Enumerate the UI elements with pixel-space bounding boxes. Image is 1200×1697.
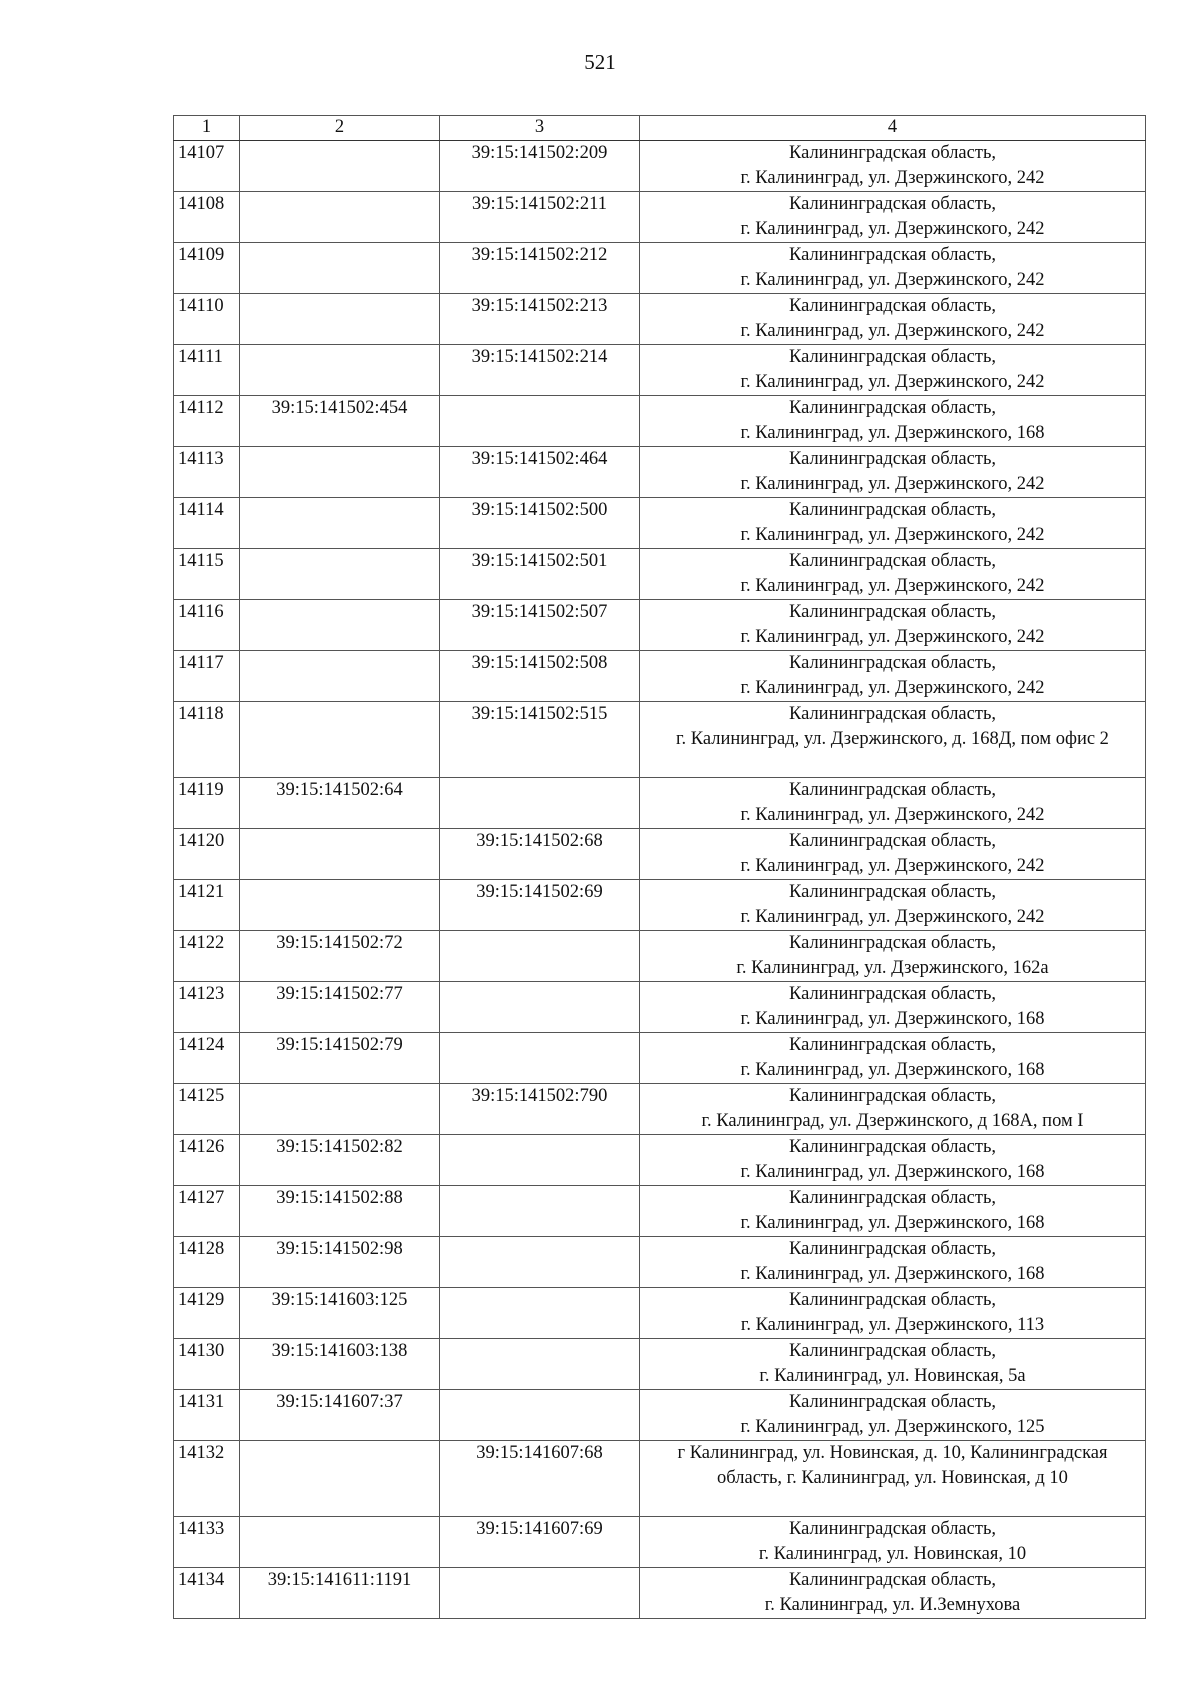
table-row bbox=[174, 600, 1146, 651]
address-line-1: Калининградская область, bbox=[788, 831, 997, 851]
building-number-cell bbox=[440, 498, 640, 549]
row-number-cell bbox=[174, 549, 240, 600]
row-number: 14114 bbox=[178, 500, 224, 520]
table-row bbox=[174, 1441, 1146, 1517]
row-number-cell bbox=[174, 243, 240, 294]
row-number: 14113 bbox=[178, 449, 224, 469]
building-number-cell bbox=[440, 1390, 640, 1441]
building-number: 39:15:141502:790 bbox=[471, 1086, 608, 1106]
row-number: 14112 bbox=[178, 398, 224, 418]
land-plot-number: 39:15:141611:1191 bbox=[267, 1570, 412, 1590]
address-line-1: Калининградская область, bbox=[788, 1570, 997, 1590]
land-plot-number: 39:15:141603:125 bbox=[271, 1290, 408, 1310]
address-line-2: г. Калининград, ул. Новинская, 10 bbox=[758, 1544, 1027, 1564]
building-number-cell bbox=[440, 549, 640, 600]
row-number-cell bbox=[174, 1441, 240, 1517]
land-plot-number-cell bbox=[240, 1568, 440, 1619]
cadastral-table bbox=[173, 115, 1146, 1619]
address-cell bbox=[640, 1135, 1146, 1186]
building-number-cell bbox=[440, 1084, 640, 1135]
table-row bbox=[174, 447, 1146, 498]
row-number: 14116 bbox=[178, 602, 224, 622]
address-line-1: Калининградская область, bbox=[788, 1290, 997, 1310]
address-line-2: г. Калининград, ул. Дзержинского, 168 bbox=[740, 1009, 1045, 1029]
row-number: 14132 bbox=[178, 1443, 225, 1463]
address-cell bbox=[640, 1237, 1146, 1288]
address-line-1: г Калининград, ул. Новинская, д. 10, Калининградская bbox=[677, 1443, 1108, 1463]
building-number: 39:15:141502:464 bbox=[471, 449, 608, 469]
building-number-cell bbox=[440, 1288, 640, 1339]
address-line-1: Калининградская область, bbox=[788, 449, 997, 469]
building-number-cell bbox=[440, 651, 640, 702]
row-number-cell bbox=[174, 1135, 240, 1186]
row-number: 14122 bbox=[178, 933, 225, 953]
land-plot-number-cell bbox=[240, 345, 440, 396]
land-plot-number-cell bbox=[240, 1288, 440, 1339]
address-line-1: Калининградская область, bbox=[788, 1392, 997, 1412]
address-line-2: г. Калининград, ул. Дзержинского, 242 bbox=[740, 270, 1045, 290]
land-plot-number-cell bbox=[240, 243, 440, 294]
building-number: 39:15:141502:211 bbox=[472, 194, 607, 214]
land-plot-number-cell bbox=[240, 982, 440, 1033]
table-row bbox=[174, 1084, 1146, 1135]
land-plot-number-cell bbox=[240, 1186, 440, 1237]
building-number-cell bbox=[440, 1441, 640, 1517]
building-number-cell bbox=[440, 778, 640, 829]
building-number-cell bbox=[440, 1568, 640, 1619]
address-cell bbox=[640, 1288, 1146, 1339]
address-cell bbox=[640, 880, 1146, 931]
address-line-2: г. Калининград, ул. Дзержинского, 168 bbox=[740, 1264, 1045, 1284]
address-line-2: г. Калининград, ул. Дзержинского, 242 bbox=[740, 856, 1045, 876]
building-number-cell bbox=[440, 141, 640, 192]
address-cell bbox=[640, 702, 1146, 778]
row-number-cell bbox=[174, 829, 240, 880]
address-line-1: Калининградская область, bbox=[788, 194, 997, 214]
row-number-cell bbox=[174, 1390, 240, 1441]
address-line-2: г. Калининград, ул. Дзержинского, 242 bbox=[740, 474, 1045, 494]
row-number: 14130 bbox=[178, 1341, 225, 1361]
address-cell bbox=[640, 345, 1146, 396]
land-plot-number-cell bbox=[240, 1441, 440, 1517]
land-plot-number-cell bbox=[240, 1390, 440, 1441]
table-row bbox=[174, 702, 1146, 778]
address-line-2: г. Калининград, ул. Дзержинского, 242 bbox=[740, 805, 1045, 825]
land-plot-number-cell bbox=[240, 829, 440, 880]
table-row bbox=[174, 498, 1146, 549]
address-cell bbox=[640, 192, 1146, 243]
row-number-cell bbox=[174, 600, 240, 651]
address-line-2: г. Калининград, ул. Дзержинского, 242 bbox=[740, 168, 1045, 188]
address-cell bbox=[640, 294, 1146, 345]
address-line-2: г. Калининград, ул. Новинская, 5а bbox=[759, 1366, 1026, 1386]
land-plot-number-cell bbox=[240, 1517, 440, 1568]
building-number: 39:15:141502:209 bbox=[471, 143, 608, 163]
land-plot-number: 39:15:141502:82 bbox=[276, 1137, 403, 1157]
row-number-cell bbox=[174, 141, 240, 192]
address-cell bbox=[640, 1568, 1146, 1619]
row-number-cell bbox=[174, 880, 240, 931]
table-row bbox=[174, 294, 1146, 345]
row-number: 14117 bbox=[178, 653, 224, 673]
row-number-cell bbox=[174, 294, 240, 345]
land-plot-number-cell bbox=[240, 396, 440, 447]
building-number-cell bbox=[440, 600, 640, 651]
table-row bbox=[174, 1033, 1146, 1084]
row-number: 14119 bbox=[178, 780, 224, 800]
row-number: 14128 bbox=[178, 1239, 225, 1259]
row-number-cell bbox=[174, 1339, 240, 1390]
building-number-cell bbox=[440, 447, 640, 498]
row-number-cell bbox=[174, 778, 240, 829]
address-cell bbox=[640, 982, 1146, 1033]
address-cell bbox=[640, 1441, 1146, 1517]
address-line-1: Калининградская область, bbox=[788, 500, 997, 520]
row-number: 14115 bbox=[178, 551, 224, 571]
address-cell bbox=[640, 1390, 1146, 1441]
row-number: 14118 bbox=[178, 704, 224, 724]
building-number: 39:15:141607:69 bbox=[476, 1519, 603, 1539]
column-header: 3 bbox=[440, 116, 640, 141]
row-number: 14121 bbox=[178, 882, 225, 902]
address-cell bbox=[640, 396, 1146, 447]
address-line-1: Калининградская область, bbox=[788, 398, 997, 418]
land-plot-number: 39:15:141502:77 bbox=[276, 984, 403, 1004]
land-plot-number-cell bbox=[240, 880, 440, 931]
address-cell bbox=[640, 243, 1146, 294]
row-number: 14107 bbox=[178, 143, 225, 163]
building-number-cell bbox=[440, 1339, 640, 1390]
address-line-1: Калининградская область, bbox=[788, 1519, 997, 1539]
address-cell bbox=[640, 141, 1146, 192]
row-number: 14111 bbox=[178, 347, 223, 367]
table-row bbox=[174, 1517, 1146, 1568]
address-line-1: Калининградская область, bbox=[788, 551, 997, 571]
address-line-1: Калининградская область, bbox=[788, 1239, 997, 1259]
row-number-cell bbox=[174, 1568, 240, 1619]
land-plot-number: 39:15:141607:37 bbox=[276, 1392, 403, 1412]
address-line-1: Калининградская область, bbox=[788, 882, 997, 902]
address-line-2: г. Калининград, ул. Дзержинского, д. 168Д, пом офис 2 bbox=[676, 729, 1109, 749]
row-number: 14110 bbox=[178, 296, 224, 316]
address-line-1: Калининградская область, bbox=[788, 933, 997, 953]
row-number: 14129 bbox=[178, 1290, 225, 1310]
table-row bbox=[174, 651, 1146, 702]
land-plot-number: 39:15:141502:454 bbox=[271, 398, 408, 418]
address-line-1: Калининградская область, bbox=[788, 1341, 997, 1361]
table-row bbox=[174, 1568, 1146, 1619]
row-number-cell bbox=[174, 192, 240, 243]
land-plot-number-cell bbox=[240, 702, 440, 778]
table-header-row bbox=[174, 116, 1146, 141]
row-number: 14131 bbox=[178, 1392, 225, 1412]
address-line-2: область, г. Калининград, ул. Новинская, д 10 bbox=[717, 1468, 1068, 1488]
row-number-cell bbox=[174, 651, 240, 702]
building-number-cell bbox=[440, 345, 640, 396]
building-number: 39:15:141502:213 bbox=[471, 296, 608, 316]
row-number: 14133 bbox=[178, 1519, 225, 1539]
building-number-cell bbox=[440, 931, 640, 982]
address-line-1: Калининградская область, bbox=[788, 143, 997, 163]
land-plot-number: 39:15:141502:64 bbox=[276, 780, 403, 800]
land-plot-number-cell bbox=[240, 600, 440, 651]
address-line-2: г. Калининград, ул. Дзержинского, 168 bbox=[740, 423, 1045, 443]
address-line-2: г. Калининград, ул. Дзержинского, 162а bbox=[736, 958, 1049, 978]
table-row bbox=[174, 1288, 1146, 1339]
building-number: 39:15:141502:508 bbox=[471, 653, 608, 673]
land-plot-number-cell bbox=[240, 651, 440, 702]
land-plot-number-cell bbox=[240, 1084, 440, 1135]
address-line-1: Калининградская область, bbox=[788, 984, 997, 1004]
row-number: 14134 bbox=[178, 1570, 225, 1590]
address-line-2: г. Калининград, ул. Дзержинского, д 168А, пом I bbox=[701, 1111, 1084, 1131]
land-plot-number-cell bbox=[240, 1237, 440, 1288]
table-row bbox=[174, 931, 1146, 982]
address-cell bbox=[640, 1084, 1146, 1135]
table-row bbox=[174, 1135, 1146, 1186]
table-row bbox=[174, 243, 1146, 294]
row-number-cell bbox=[174, 702, 240, 778]
column-header: 4 bbox=[640, 116, 1146, 141]
table-row bbox=[174, 141, 1146, 192]
row-number: 14120 bbox=[178, 831, 225, 851]
building-number-cell bbox=[440, 702, 640, 778]
building-number: 39:15:141502:214 bbox=[471, 347, 608, 367]
building-number-cell bbox=[440, 1237, 640, 1288]
address-cell bbox=[640, 600, 1146, 651]
row-number-cell bbox=[174, 982, 240, 1033]
address-cell bbox=[640, 1186, 1146, 1237]
row-number: 14126 bbox=[178, 1137, 225, 1157]
address-line-2: г. Калининград, ул. Дзержинского, 242 bbox=[740, 907, 1045, 927]
land-plot-number: 39:15:141502:79 bbox=[276, 1035, 403, 1055]
row-number: 14108 bbox=[178, 194, 225, 214]
land-plot-number-cell bbox=[240, 192, 440, 243]
row-number: 14125 bbox=[178, 1086, 225, 1106]
address-line-1: Калининградская область, bbox=[788, 347, 997, 367]
land-plot-number-cell bbox=[240, 931, 440, 982]
address-cell bbox=[640, 931, 1146, 982]
land-plot-number: 39:15:141502:88 bbox=[276, 1188, 403, 1208]
table-row bbox=[174, 549, 1146, 600]
row-number: 14109 bbox=[178, 245, 225, 265]
table-row bbox=[174, 982, 1146, 1033]
address-line-1: Калининградская область, bbox=[788, 1137, 997, 1157]
land-plot-number-cell bbox=[240, 1339, 440, 1390]
row-number-cell bbox=[174, 498, 240, 549]
land-plot-number-cell bbox=[240, 549, 440, 600]
address-line-1: Калининградская область, bbox=[788, 1188, 997, 1208]
building-number: 39:15:141502:500 bbox=[471, 500, 608, 520]
building-number-cell bbox=[440, 1186, 640, 1237]
row-number-cell bbox=[174, 931, 240, 982]
building-number: 39:15:141607:68 bbox=[476, 1443, 603, 1463]
land-plot-number-cell bbox=[240, 447, 440, 498]
address-line-1: Калининградская область, bbox=[788, 780, 997, 800]
land-plot-number-cell bbox=[240, 294, 440, 345]
address-line-2: г. Калининград, ул. Дзержинского, 113 bbox=[740, 1315, 1045, 1335]
address-line-2: г. Калининград, ул. Дзержинского, 168 bbox=[740, 1162, 1045, 1182]
table-row bbox=[174, 192, 1146, 243]
building-number: 39:15:141502:501 bbox=[471, 551, 608, 571]
row-number-cell bbox=[174, 1237, 240, 1288]
address-line-1: Калининградская область, bbox=[788, 1086, 997, 1106]
row-number-cell bbox=[174, 447, 240, 498]
address-line-1: Калининградская область, bbox=[788, 296, 997, 316]
building-number-cell bbox=[440, 880, 640, 931]
building-number-cell bbox=[440, 1135, 640, 1186]
address-line-1: Калининградская область, bbox=[788, 245, 997, 265]
land-plot-number-cell bbox=[240, 778, 440, 829]
address-cell bbox=[640, 778, 1146, 829]
table-row bbox=[174, 1390, 1146, 1441]
row-number-cell bbox=[174, 1186, 240, 1237]
land-plot-number: 39:15:141502:72 bbox=[276, 933, 403, 953]
address-cell bbox=[640, 1517, 1146, 1568]
table-row bbox=[174, 396, 1146, 447]
address-cell bbox=[640, 447, 1146, 498]
address-cell bbox=[640, 651, 1146, 702]
land-plot-number-cell bbox=[240, 1135, 440, 1186]
row-number-cell bbox=[174, 1033, 240, 1084]
row-number-cell bbox=[174, 1084, 240, 1135]
address-cell bbox=[640, 1339, 1146, 1390]
address-cell bbox=[640, 829, 1146, 880]
address-cell bbox=[640, 549, 1146, 600]
building-number: 39:15:141502:69 bbox=[476, 882, 603, 902]
building-number-cell bbox=[440, 192, 640, 243]
address-line-2: г. Калининград, ул. Дзержинского, 242 bbox=[740, 321, 1045, 341]
land-plot-number-cell bbox=[240, 498, 440, 549]
table-row bbox=[174, 1339, 1146, 1390]
address-line-2: г. Калининград, ул. И.Земнухова bbox=[764, 1595, 1021, 1615]
column-header: 2 bbox=[240, 116, 440, 141]
table-row bbox=[174, 829, 1146, 880]
address-line-2: г. Калининград, ул. Дзержинского, 168 bbox=[740, 1060, 1045, 1080]
address-line-1: Калининградская область, bbox=[788, 653, 997, 673]
table-row bbox=[174, 880, 1146, 931]
address-line-2: г. Калининград, ул. Дзержинского, 242 bbox=[740, 576, 1045, 596]
address-line-2: г. Калининград, ул. Дзержинского, 242 bbox=[740, 219, 1045, 239]
address-line-2: г. Калининград, ул. Дзержинского, 125 bbox=[740, 1417, 1045, 1437]
building-number: 39:15:141502:68 bbox=[476, 831, 603, 851]
building-number: 39:15:141502:212 bbox=[471, 245, 608, 265]
row-number-cell bbox=[174, 1517, 240, 1568]
building-number-cell bbox=[440, 396, 640, 447]
building-number: 39:15:141502:515 bbox=[471, 704, 608, 724]
column-header: 1 bbox=[174, 116, 240, 141]
address-line-2: г. Калининград, ул. Дзержинского, 168 bbox=[740, 1213, 1045, 1233]
row-number-cell bbox=[174, 345, 240, 396]
building-number: 39:15:141502:507 bbox=[471, 602, 608, 622]
row-number: 14123 bbox=[178, 984, 225, 1004]
address-line-2: г. Калининград, ул. Дзержинского, 242 bbox=[740, 627, 1045, 647]
land-plot-number-cell bbox=[240, 1033, 440, 1084]
building-number-cell bbox=[440, 1033, 640, 1084]
table-row bbox=[174, 1237, 1146, 1288]
building-number-cell bbox=[440, 294, 640, 345]
address-line-2: г. Калининград, ул. Дзержинского, 242 bbox=[740, 525, 1045, 545]
row-number-cell bbox=[174, 396, 240, 447]
address-cell bbox=[640, 498, 1146, 549]
address-line-1: Калининградская область, bbox=[788, 1035, 997, 1055]
address-line-1: Калининградская область, bbox=[788, 704, 997, 724]
page-number: 521 bbox=[584, 50, 616, 74]
building-number-cell bbox=[440, 243, 640, 294]
address-cell bbox=[640, 1033, 1146, 1084]
building-number-cell bbox=[440, 829, 640, 880]
building-number-cell bbox=[440, 1517, 640, 1568]
land-plot-number-cell bbox=[240, 141, 440, 192]
land-plot-number: 39:15:141502:98 bbox=[276, 1239, 403, 1259]
land-plot-number: 39:15:141603:138 bbox=[271, 1341, 408, 1361]
row-number: 14124 bbox=[178, 1035, 225, 1055]
address-line-2: г. Калининград, ул. Дзержинского, 242 bbox=[740, 372, 1045, 392]
table-row bbox=[174, 1186, 1146, 1237]
table-row bbox=[174, 345, 1146, 396]
row-number-cell bbox=[174, 1288, 240, 1339]
address-line-2: г. Калининград, ул. Дзержинского, 242 bbox=[740, 678, 1045, 698]
building-number-cell bbox=[440, 982, 640, 1033]
row-number: 14127 bbox=[178, 1188, 225, 1208]
address-line-1: Калининградская область, bbox=[788, 602, 997, 622]
table-row bbox=[174, 778, 1146, 829]
